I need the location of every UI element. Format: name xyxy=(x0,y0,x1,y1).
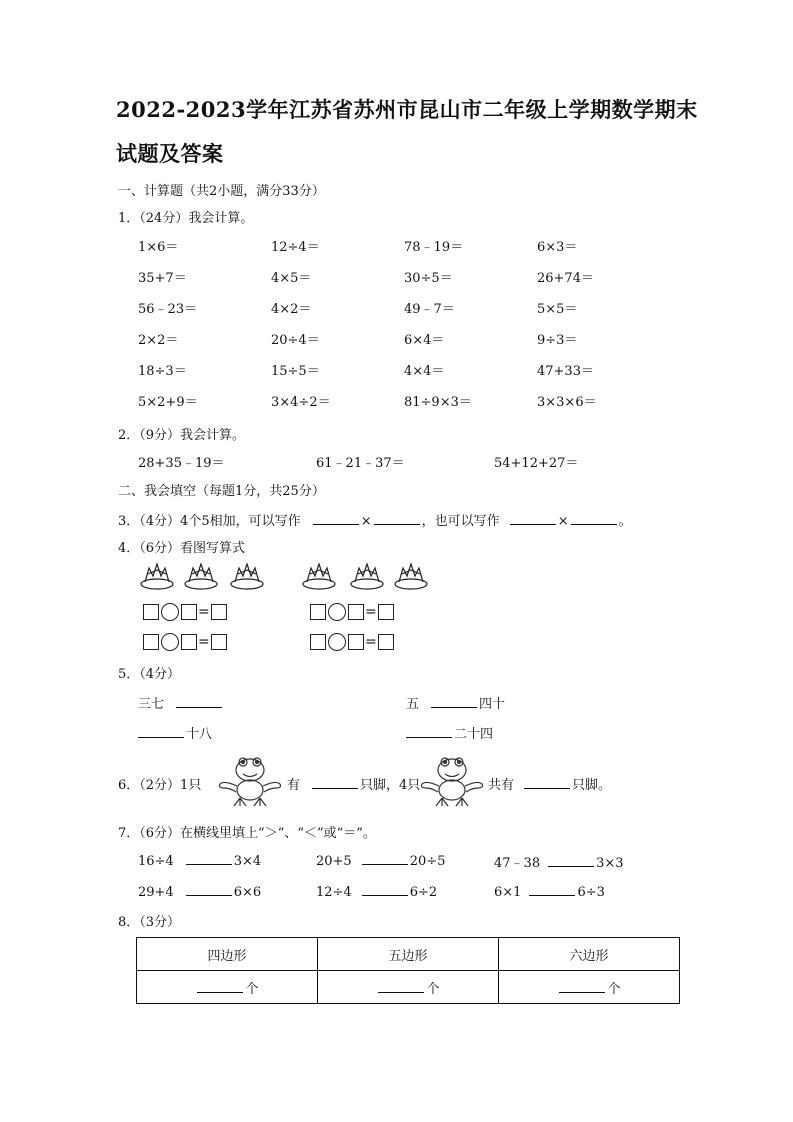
times-sign: × xyxy=(557,514,569,529)
q5-item xyxy=(138,693,224,712)
doc-title-line2: 试题及答案 xyxy=(116,141,224,166)
table-cell: 个 xyxy=(137,971,318,1004)
q1-item: 49﹣7＝ xyxy=(404,302,455,317)
table-row xyxy=(137,971,680,1004)
q2-label: 2．（9分）我会计算。 xyxy=(118,428,246,443)
q5-text: 二十四 xyxy=(454,727,494,742)
q1-item: 4×4＝ xyxy=(404,364,445,379)
table-cell: 个 xyxy=(318,971,499,1004)
q3-text: ，也可以写作 xyxy=(421,514,500,529)
q1-item: 5×5＝ xyxy=(537,302,578,317)
q7-label: 7．（6分）在横线里填上“＞”、“＜”或“＝”。 xyxy=(118,826,376,841)
q2-item: 61﹣21﹣37＝ xyxy=(316,456,405,471)
q6-line xyxy=(488,774,611,793)
q6-text: 只脚，4只 xyxy=(360,778,421,793)
table-header: 六边形 xyxy=(499,938,680,971)
q5-blank[interactable] xyxy=(406,725,452,738)
q5-blank[interactable] xyxy=(176,695,222,708)
q1-item: 4×5＝ xyxy=(271,271,312,286)
q7-item: 12÷4 6÷2 xyxy=(316,885,438,900)
q1-row xyxy=(138,298,670,329)
q1-item: 3×3×6＝ xyxy=(537,395,597,410)
table-header: 五边形 xyxy=(318,938,499,971)
q2-item: 54+12+27＝ xyxy=(494,456,579,471)
q3-blank[interactable] xyxy=(571,512,617,525)
q1-item: 12÷4＝ xyxy=(271,240,320,255)
q1-item: 3×4÷2＝ xyxy=(271,395,331,410)
q5-text: 十八 xyxy=(186,727,213,742)
operator-circle[interactable] xyxy=(328,603,346,621)
q1-grid xyxy=(138,236,670,422)
q1-item: 15÷5＝ xyxy=(271,364,320,379)
q1-row xyxy=(138,391,670,422)
q7-blank[interactable] xyxy=(362,883,408,896)
q1-item: 47+33＝ xyxy=(537,364,594,379)
q1-item: 6×4＝ xyxy=(404,333,445,348)
q7-row xyxy=(138,852,672,871)
q1-item: 5×2+9＝ xyxy=(138,395,198,410)
equals-sign: = xyxy=(198,633,210,650)
answer-box[interactable] xyxy=(211,604,227,620)
equals-sign: = xyxy=(365,603,377,620)
lotus-icon xyxy=(141,564,173,589)
q1-item: 6×3＝ xyxy=(537,240,578,255)
q1-item: 1×6＝ xyxy=(138,240,179,255)
q1-row xyxy=(138,329,670,360)
q5-blank[interactable] xyxy=(138,725,184,738)
q5-text: 三七 xyxy=(138,697,165,712)
lotus-flowers-figure xyxy=(136,558,436,592)
q1-row xyxy=(138,360,670,391)
lotus-icon xyxy=(351,564,383,589)
equation-template xyxy=(310,601,394,621)
q5-text: 五 xyxy=(406,697,420,712)
table-row xyxy=(137,938,680,971)
q7-blank[interactable] xyxy=(548,854,594,867)
equation-template xyxy=(310,631,394,651)
q1-item: 2×2＝ xyxy=(138,333,179,348)
frog-icon xyxy=(216,750,284,808)
answer-box[interactable] xyxy=(310,634,326,650)
q3-text: 3．（4分）4个5相加，可以写作 xyxy=(118,514,301,529)
times-sign: × xyxy=(360,514,372,529)
q7-item: 6×1 6÷3 xyxy=(494,885,605,900)
q7-blank[interactable] xyxy=(186,852,232,865)
q1-item: 9÷3＝ xyxy=(537,333,578,348)
q5-item xyxy=(406,693,505,712)
lotus-icon xyxy=(303,564,335,589)
q6-line xyxy=(287,774,420,793)
q1-row xyxy=(138,267,670,298)
q1-item: 26+74＝ xyxy=(537,271,594,286)
q7-row xyxy=(138,883,672,900)
q1-row xyxy=(138,236,670,267)
q6-blank[interactable] xyxy=(312,776,358,789)
q1-item: 78﹣19＝ xyxy=(404,240,464,255)
table-cell: 个 xyxy=(499,971,680,1004)
q6-text: 共有 xyxy=(488,778,515,793)
q7-blank[interactable] xyxy=(186,883,232,896)
q7-item: 20+5 20÷5 xyxy=(316,854,446,869)
operator-circle[interactable] xyxy=(328,633,346,651)
answer-box[interactable] xyxy=(348,634,364,650)
lotus-icon xyxy=(185,564,217,589)
q3-end: 。 xyxy=(618,514,632,529)
operator-circle[interactable] xyxy=(161,603,179,621)
q5-blank[interactable] xyxy=(431,695,477,708)
q5-text: 四十 xyxy=(479,697,506,712)
answer-box[interactable] xyxy=(378,604,394,620)
q7-blank[interactable] xyxy=(529,883,575,896)
q2-row xyxy=(138,452,672,471)
answer-box[interactable] xyxy=(181,634,197,650)
q4-label: 4．（6分）看图写算式 xyxy=(118,541,246,556)
answer-box[interactable] xyxy=(310,604,326,620)
q6-text: 有 xyxy=(287,778,301,793)
section1-heading: 一、计算题（共2小题，满分33分） xyxy=(118,184,325,199)
q7-item: 29+4 6×6 xyxy=(138,885,262,900)
q3-blank[interactable] xyxy=(313,512,359,525)
lotus-icon xyxy=(395,564,427,589)
answer-box[interactable] xyxy=(348,604,364,620)
operator-circle[interactable] xyxy=(161,633,179,651)
q7-item: 16÷4 3×4 xyxy=(138,854,262,869)
q7-item: 47﹣38 3×3 xyxy=(494,856,624,871)
q1-item: 30÷5＝ xyxy=(404,271,453,286)
q8-blank[interactable] xyxy=(378,980,424,993)
q3-blank[interactable] xyxy=(374,512,420,525)
q8-label: 8．（3分） xyxy=(118,915,181,930)
q3-line xyxy=(118,510,632,529)
equals-sign: = xyxy=(198,603,210,620)
q6-text: 只脚。 xyxy=(572,778,612,793)
q1-label: 1．（24分）我会计算。 xyxy=(118,211,254,226)
q1-item: 18÷3＝ xyxy=(138,364,187,379)
q1-item: 56﹣23＝ xyxy=(138,302,198,317)
q1-item: 35+7＝ xyxy=(138,271,187,286)
answer-box[interactable] xyxy=(378,634,394,650)
equation-template xyxy=(143,631,227,651)
q6-text: 6．（2分）1只 xyxy=(118,778,202,793)
q5-item xyxy=(406,723,493,742)
section2-heading: 二、我会填空（每题1分，共25分） xyxy=(118,484,325,499)
q8-blank[interactable] xyxy=(197,980,243,993)
q5-item xyxy=(138,723,212,742)
answer-box[interactable] xyxy=(181,604,197,620)
equals-sign: = xyxy=(365,633,377,650)
q1-item: 4×2＝ xyxy=(271,302,312,317)
q5-label: 5．（4分） xyxy=(118,667,181,682)
frog-icon xyxy=(418,750,486,808)
q1-item: 81÷9×3＝ xyxy=(404,395,472,410)
q8-blank[interactable] xyxy=(559,980,605,993)
answer-box[interactable] xyxy=(143,604,159,620)
doc-title-line1: 2022-2023学年江苏省苏州市昆山市二年级上学期数学期末 xyxy=(116,97,698,122)
equation-template xyxy=(143,601,227,621)
q3-blank[interactable] xyxy=(510,512,556,525)
answer-box[interactable] xyxy=(143,634,159,650)
q8-table xyxy=(136,937,680,1004)
q6-blank[interactable] xyxy=(524,776,570,789)
table-header: 四边形 xyxy=(137,938,318,971)
q7-blank[interactable] xyxy=(362,852,408,865)
lotus-icon xyxy=(231,564,263,589)
q1-item: 20÷4＝ xyxy=(271,333,320,348)
q2-item: 28+35﹣19＝ xyxy=(138,456,225,471)
answer-box[interactable] xyxy=(211,634,227,650)
